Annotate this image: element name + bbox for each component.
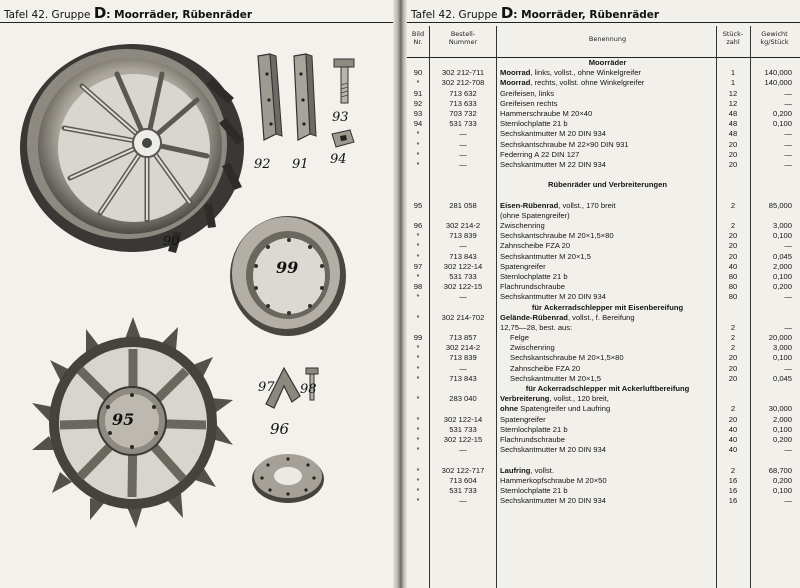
parts-table-header (407, 26, 800, 58)
cell-gewicht: — (784, 149, 792, 159)
cell-bild-nr: 96 (413, 221, 423, 230)
cell-gewicht: 68,700 (768, 465, 792, 475)
cell-stueckzahl: 40 (728, 261, 738, 271)
cell-bestell-nummer: 302 214-702 (441, 312, 485, 322)
cell-benennung (500, 394, 715, 404)
cell-bestell-nummer: 713 633 (449, 98, 477, 108)
cell-bestell-nummer: 302 122-14 (443, 261, 483, 271)
cell-benennung-bold: Eisen-Rübenrad (500, 200, 559, 210)
cell-gewicht: 2,000 (772, 261, 792, 271)
cell-gewicht: 0,100 (772, 119, 792, 129)
cell-benennung: Sechskantmutter M 20 DIN 934 (500, 496, 606, 506)
cell-benennung-rest: , vollst., 120 breit, (549, 394, 609, 404)
header-bild-nr: Bild Nr. (411, 30, 425, 46)
cell-benennung: Flachrundschraube (500, 282, 566, 292)
cell-gewicht: 0,100 (772, 231, 792, 241)
figure-label-96: 96 (270, 420, 290, 438)
cell-stueckzahl: 20 (728, 159, 738, 169)
table-row (407, 231, 800, 241)
cell-gewicht: 140,000 (764, 78, 792, 88)
cell-benennung-rest: , links, vollst., ohne Winkelgreifer (530, 68, 641, 78)
table-row (407, 140, 800, 150)
cell-benennung: Sechskantmutter M 20×1,5 (510, 373, 601, 383)
figure-label-90: 90 (163, 234, 180, 249)
cell-benennung (500, 313, 715, 323)
cell-bestell-nummer: 531 733 (449, 119, 477, 129)
table-row (407, 99, 800, 109)
section-heading: für Ackerradschlepper mit Ackerluftbereifung (525, 384, 690, 393)
cell-gewicht: 0,100 (772, 424, 792, 434)
figure-label-98: 98 (300, 382, 317, 397)
table-row (407, 466, 800, 476)
table-row (407, 384, 800, 394)
table-row (407, 89, 800, 99)
cell-gewicht: 3,000 (772, 221, 792, 230)
cell-stueckzahl: 20 (728, 241, 738, 251)
cell-bestell-nummer: 531 733 (449, 485, 477, 495)
cell-benennung-bold: Verbreiterung (500, 394, 550, 404)
table-row (407, 201, 800, 211)
cell-bild-nr: * (416, 363, 420, 373)
cell-stueckzahl: 20 (728, 149, 738, 159)
parts-table-body (407, 58, 800, 506)
cell-bestell-nummer: 713 843 (449, 251, 477, 261)
cell-bestell-nummer: 703 732 (449, 108, 477, 118)
figure-label-97: 97 (258, 380, 275, 395)
cell-benennung: Spatengreifer (500, 414, 546, 424)
cell-stueckzahl: 20 (728, 353, 738, 363)
cell-bestell-nummer: 713 839 (449, 353, 477, 363)
cell-bestell-nummer: — (459, 149, 467, 159)
cell-bild-nr: * (416, 78, 420, 88)
cell-benennung: Sternlochplatte 21 b (500, 119, 568, 129)
table-row (407, 333, 800, 343)
cell-gewicht: 0,045 (772, 251, 792, 261)
cell-bild-nr: * (416, 129, 420, 139)
cell-stueckzahl: 40 (728, 424, 738, 434)
cell-benennung-rest: , vollst., 170 breit (558, 200, 616, 210)
cell-gewicht: — (784, 363, 792, 373)
cell-stueckzahl: 40 (728, 445, 738, 455)
cell-stueckzahl: 2 (730, 221, 736, 230)
cell-benennung: Sechskantmutter M 20 DIN 934 (500, 445, 606, 455)
cell-bild-nr: 91 (413, 88, 423, 98)
figure-label-92: 92 (254, 157, 271, 172)
header-bestell-nummer: Bestell- Nummer (448, 30, 478, 46)
cell-stueckzahl: 48 (728, 129, 738, 139)
cell-stueckzahl: 1 (730, 68, 736, 78)
table-row (407, 455, 800, 465)
cell-bestell-nummer: 302 122-15 (443, 282, 483, 292)
cell-benennung: Greifeisen rechts (500, 98, 558, 108)
cell-benennung: Zahnscheibe FZA 20 (500, 241, 571, 251)
cell-benennung: Sternlochplatte 21 b (500, 424, 568, 434)
cell-benennung: Sechskantschraube M 22×90 DIN 931 (500, 139, 629, 149)
cell-bild-nr: * (416, 139, 420, 149)
cell-bild-nr: * (416, 149, 420, 159)
cell-gewicht: — (784, 139, 792, 149)
cell-benennung-bold: Laufring (500, 465, 531, 475)
cell-benennung: Greifeisen, links (500, 88, 555, 98)
cell-gewicht: 140,000 (764, 68, 792, 78)
cell-stueckzahl: 20 (728, 139, 738, 149)
left-page-header (4, 4, 252, 22)
cell-gewicht: 85,000 (768, 200, 792, 210)
table-row (407, 160, 800, 170)
figure-label-94: 94 (330, 152, 347, 167)
cell-gewicht: — (784, 496, 792, 506)
section-heading: Moorräder (588, 58, 627, 67)
cell-stueckzahl: 16 (728, 496, 738, 506)
left-header-rule (0, 22, 393, 23)
cell-gewicht: 0,200 (772, 434, 792, 444)
cell-bestell-nummer: — (459, 139, 467, 149)
cell-bild-nr: 99 (413, 333, 423, 343)
cell-benennung: Sechskantmutter M 20 DIN 934 (500, 129, 606, 139)
table-row (407, 415, 800, 425)
table-row (407, 150, 800, 160)
cell-gewicht: 3,000 (772, 343, 792, 353)
table-row (407, 445, 800, 455)
cell-benennung (500, 404, 715, 414)
figure-label-93: 93 (332, 110, 349, 125)
table-row (407, 374, 800, 384)
figure-label-91: 91 (292, 157, 309, 172)
cell-benennung-bold: ohne (500, 404, 519, 414)
cell-benennung (500, 78, 715, 88)
cell-bestell-nummer: 302 122-14 (443, 414, 483, 424)
table-row (407, 68, 800, 78)
cell-benennung: Federring A 22 DIN 127 (500, 149, 580, 159)
table-row (407, 404, 800, 414)
cell-bestell-nummer: — (459, 129, 467, 139)
table-row (407, 272, 800, 282)
cell-bestell-nummer: 302 214-2 (445, 221, 481, 230)
left-tafel-label: Tafel 42. Gruppe (4, 9, 91, 21)
cell-gewicht: 0,100 (772, 485, 792, 495)
cell-bild-nr: * (416, 353, 420, 363)
cell-gewicht: — (784, 241, 792, 251)
header-stueckzahl: Stück- zahl (722, 30, 744, 46)
cell-stueckzahl: 20 (728, 373, 738, 383)
cell-benennung (500, 466, 715, 476)
cell-benennung: Sechskantschraube M 20×1,5×80 (510, 353, 624, 363)
cell-benennung-bold: Gelände-Rübenrad (500, 312, 568, 322)
table-row (407, 211, 800, 221)
cell-benennung: Sechskantmutter M 20 DIN 934 (500, 292, 606, 302)
table-row (407, 221, 800, 231)
cell-stueckzahl: 2 (730, 333, 736, 343)
cell-benennung-rest: , vollst., f. Bereifung (567, 312, 635, 322)
cell-bild-nr: * (416, 241, 420, 251)
left-group-title: : Moorräder, Rübenräder (106, 9, 253, 21)
cell-benennung-bold: Moorrad (500, 78, 531, 88)
cell-bild-nr: * (416, 434, 420, 444)
cell-stueckzahl: 20 (728, 231, 738, 241)
table-row (407, 343, 800, 353)
cell-bild-nr: 97 (413, 261, 423, 271)
table-row (407, 313, 800, 323)
sternlochplatte-drawing (330, 128, 356, 150)
cell-gewicht: — (784, 292, 792, 302)
table-row (407, 180, 800, 190)
cell-benennung-bold: Moorrad (500, 68, 531, 78)
cell-bild-nr: * (416, 251, 420, 261)
cell-bestell-nummer: 302 122-717 (441, 465, 485, 475)
cell-benennung: Sechskantmutter M 22 DIN 934 (500, 159, 606, 169)
cell-bestell-nummer: — (459, 241, 467, 251)
table-row (407, 109, 800, 119)
cell-bestell-nummer: — (459, 159, 467, 169)
cell-bestell-nummer: 713 839 (449, 231, 477, 241)
cell-bestell-nummer: 713 604 (449, 475, 477, 485)
cell-gewicht: 0,200 (772, 108, 792, 118)
cell-stueckzahl: 80 (728, 271, 738, 281)
cell-stueckzahl: 2 (730, 465, 736, 475)
cell-bestell-nummer: 302 214-2 (445, 343, 481, 353)
table-row (407, 119, 800, 129)
cell-benennung: Sechskantmutter M 20×1,5 (500, 251, 591, 261)
table-row (407, 170, 800, 180)
cell-gewicht: 2,000 (772, 414, 792, 424)
cell-bild-nr: * (416, 445, 420, 455)
cell-bestell-nummer: 531 733 (449, 424, 477, 434)
hammerschraube-drawing (330, 55, 360, 107)
cell-bild-nr: 90 (413, 68, 423, 78)
cell-benennung-rest: Spatengreifer und Laufring (518, 404, 611, 414)
cell-stueckzahl: 2 (730, 404, 736, 414)
cell-benennung: Zwischenring (500, 221, 545, 230)
cell-bestell-nummer: 283 040 (449, 394, 477, 404)
header-gewicht: Gewicht kg/Stück (760, 30, 789, 46)
section-heading: Rübenräder und Verbreiterungen (548, 180, 667, 190)
cell-bild-nr: * (416, 292, 420, 302)
cell-benennung: Sechskantschraube M 20×1,5×80 (500, 231, 614, 241)
table-row (407, 252, 800, 262)
cell-bild-nr: * (416, 465, 420, 475)
cell-bild-nr: 98 (413, 282, 423, 292)
cell-bestell-nummer: — (459, 363, 467, 373)
table-row (407, 282, 800, 292)
right-group-letter: D (500, 4, 514, 22)
cell-bestell-nummer: 713 857 (449, 333, 477, 343)
cell-bild-nr: * (416, 343, 420, 353)
cell-stueckzahl: 20 (728, 251, 738, 261)
moorrad-drawing (12, 38, 247, 258)
cell-bestell-nummer: — (459, 445, 467, 455)
zwischenring-drawing (248, 445, 328, 507)
cell-benennung: Hammerschraube M 20×40 (500, 108, 593, 118)
table-row (407, 303, 800, 313)
cell-bestell-nummer: 302 122-15 (443, 434, 483, 444)
cell-gewicht: — (784, 445, 792, 455)
cell-benennung: Felge (510, 333, 529, 343)
table-row (407, 486, 800, 496)
cell-benennung (500, 201, 715, 211)
cell-gewicht: 0,045 (772, 373, 792, 383)
table-row (407, 364, 800, 374)
cell-bestell-nummer: — (459, 292, 467, 302)
cell-bild-nr: * (416, 496, 420, 506)
cell-benennung: Sternlochplatte 21 b (500, 485, 568, 495)
table-row (407, 353, 800, 363)
right-page-header (411, 4, 659, 22)
cell-gewicht: — (784, 129, 792, 139)
figure-label-95: 95 (112, 410, 135, 429)
cell-bild-nr: 95 (413, 200, 423, 210)
cell-stueckzahl: 48 (728, 108, 738, 118)
table-row (407, 241, 800, 251)
table-row (407, 435, 800, 445)
cell-benennung: 12,75—28, best. aus: (500, 322, 573, 332)
cell-bestell-nummer: 713 843 (449, 373, 477, 383)
right-tafel-label: Tafel 42. Gruppe (411, 9, 498, 21)
cell-stueckzahl: 2 (730, 322, 736, 332)
cell-gewicht: 20,000 (768, 333, 792, 343)
cell-bild-nr: * (416, 394, 420, 404)
table-row (407, 496, 800, 506)
cell-gewicht: 30,000 (768, 404, 792, 414)
cell-benennung: Zwischenring (510, 343, 555, 353)
cell-stueckzahl: 16 (728, 485, 738, 495)
cell-stueckzahl: 2 (730, 343, 736, 353)
cell-stueckzahl: 80 (728, 292, 738, 302)
cell-gewicht: — (784, 159, 792, 169)
cell-gewicht: — (784, 322, 792, 332)
cell-bild-nr: 93 (413, 108, 423, 118)
cell-gewicht: — (784, 88, 792, 98)
figure-label-99: 99 (276, 258, 299, 277)
cell-stueckzahl: 20 (728, 414, 738, 424)
table-row (407, 323, 800, 333)
cell-bild-nr: * (416, 414, 420, 424)
cell-bild-nr: 94 (413, 119, 423, 129)
cell-bestell-nummer: 531 733 (449, 271, 477, 281)
cell-stueckzahl: 12 (728, 98, 738, 108)
cell-bild-nr: * (416, 231, 420, 241)
cell-bild-nr: 92 (413, 98, 423, 108)
cell-stueckzahl: 48 (728, 119, 738, 129)
cell-bestell-nummer: 302 212-711 (441, 68, 485, 78)
cell-bild-nr: * (416, 373, 420, 383)
cell-gewicht: 0,100 (772, 271, 792, 281)
cell-gewicht: 0,100 (772, 353, 792, 363)
left-page (0, 0, 393, 588)
cell-gewicht: 0,200 (772, 475, 792, 485)
left-group-letter: D (93, 4, 107, 22)
cell-bestell-nummer: 302 212-708 (441, 78, 485, 88)
cell-stueckzahl: 20 (728, 363, 738, 373)
table-row (407, 394, 800, 404)
cell-stueckzahl: 16 (728, 475, 738, 485)
cell-benennung: Zahnscheibe FZA 20 (510, 363, 581, 373)
cell-stueckzahl: 12 (728, 88, 738, 98)
cell-bild-nr: * (416, 271, 420, 281)
cell-bestell-nummer: 713 632 (449, 88, 477, 98)
table-row (407, 190, 800, 200)
table-row (407, 78, 800, 88)
cell-benennung: Flachrundschraube (500, 434, 566, 444)
cell-benennung: Sternlochplatte 21 b (500, 271, 568, 281)
table-row (407, 476, 800, 486)
cell-bild-nr: * (416, 424, 420, 434)
right-page (407, 0, 800, 588)
cell-stueckzahl: 2 (730, 200, 736, 210)
cell-benennung: Hammerkopfschraube M 20×50 (500, 475, 607, 485)
cell-bild-nr: * (416, 312, 420, 322)
section-heading: für Ackerradschlepper mit Eisenbereifung (531, 302, 684, 312)
cell-stueckzahl: 1 (730, 78, 736, 88)
header-benennung: Benennung (588, 35, 627, 43)
cell-gewicht: 0,200 (772, 282, 792, 292)
cell-gewicht: — (784, 98, 792, 108)
right-header-rule (407, 22, 800, 23)
cell-stueckzahl: 80 (728, 282, 738, 292)
cell-bild-nr: * (416, 475, 420, 485)
cell-bestell-nummer: 281 058 (449, 200, 477, 210)
cell-benennung: (ohne Spatengreifer) (500, 210, 570, 220)
table-row (407, 58, 800, 68)
table-row (407, 262, 800, 272)
cell-benennung-rest: , vollst. (530, 465, 555, 475)
table-row (407, 292, 800, 302)
cell-benennung: Spatengreifer (500, 261, 546, 271)
cell-bild-nr: * (416, 485, 420, 495)
cell-bild-nr: * (416, 159, 420, 169)
cell-benennung (500, 68, 715, 78)
right-group-title: : Moorräder, Rübenräder (513, 9, 660, 21)
cell-bestell-nummer: — (459, 496, 467, 506)
table-row (407, 425, 800, 435)
cell-stueckzahl: 40 (728, 434, 738, 444)
cell-benennung-rest: , rechts, vollst. ohne Winkelgreifer (530, 78, 645, 88)
table-row (407, 129, 800, 139)
parts-table (407, 26, 800, 58)
greifeisen-drawing (252, 52, 322, 152)
book-spine (393, 0, 407, 588)
